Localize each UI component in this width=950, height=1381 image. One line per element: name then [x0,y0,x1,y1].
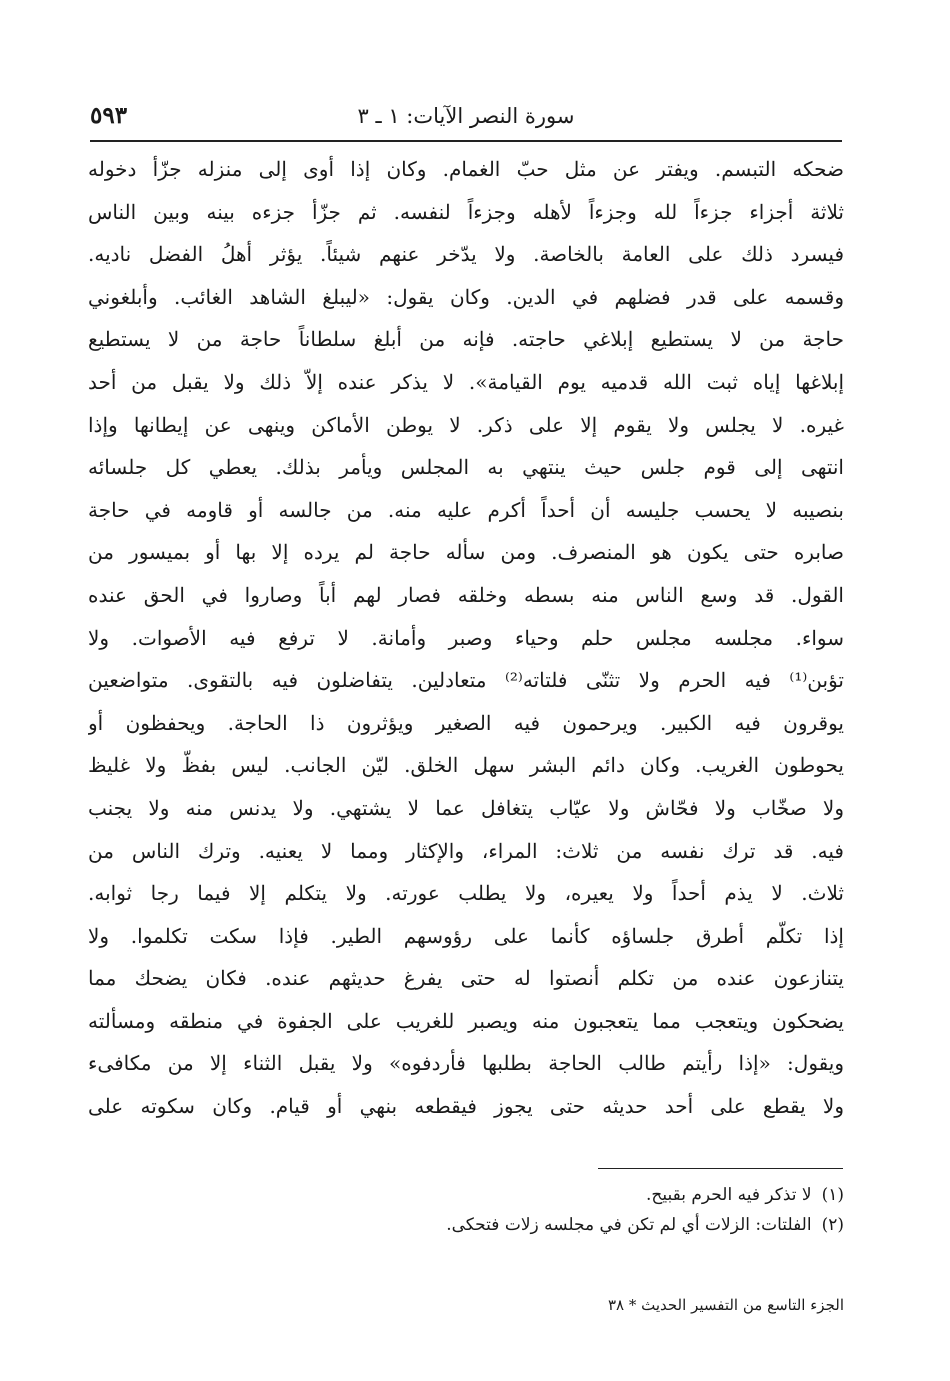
text-line: ولا يقطع على أحد حديثه حتى يجوز فيقطعه بنهي أو قيام. وكان سكوته على [88,1094,844,1119]
text-line: تؤبن⁽¹⁾ فيه الحرم ولا تثنّى فلتاته⁽²⁾ متعادلين. يتفاضلون فيه بالتقوى. متواضعين [88,668,844,693]
text-line: حاجة من لا يستطيع إبلاغي حاجته. فإنه من أبلغ سلطاناً حاجة من لا يستطيع [88,327,844,352]
text-line: إبلاغها إياه ثبت الله قدميه يوم القيامة». لا يذكر عنده إلاّ ذلك ولا يقبل من أحد [88,369,844,394]
volume-signature: الجزء التاسع من التفسير الحديث * ٣٨ [607,1296,844,1314]
footnote-text: الفلتات: الزلات أي لم تكن في مجلسه زلات فتحكى. [446,1215,812,1235]
text-line: ثلاثة أجزاء جزءاً لله وجزءاً لأهله وجزءاً لنفسه. ثم جزّأ جزءه بينه وبين الناس [88,199,844,224]
text-line: سواء. مجلسه مجلس حلم وحياء وصبر وأمانة. لا ترفع فيه الأصوات. ولا [88,625,844,650]
footnote-item [144,1180,844,1210]
text-line: يحوطون الغريب. وكان دائم البشر سهل الخلق. ليّن الجانب. ليس بفظّ ولا غليظ [88,753,844,778]
page-number: ٥٩٣ [90,102,128,129]
footnote-item [144,1210,844,1240]
footnote-number: (٢) [821,1215,844,1235]
text-line: فيسرد ذلك على العامة بالخاصة. ولا يدّخر عنهم شيئاً. يؤثر أهلُ الفضل ناديه. [88,242,844,267]
main-text [88,148,844,1128]
text-line: صابره حتى يكون هو المنصرف. ومن سأله حاجة لم يرده إلا بها أو بميسور من [88,540,844,565]
text-line: انتهى إلى قوم جلس حيث ينتهي به المجلس ويأمر بذلك. يعطي كل جلسائه [88,455,844,480]
footnote-divider [598,1168,843,1169]
text-line: يضحكون ويتعجب مما يتعجبون منه ويصبر للغريب على الجفوة في منطقه ومسألته [88,1008,844,1033]
chapter-title: سورة النصر الآيات: ١ ـ ٣ [357,104,575,128]
text-line: وقسمه على قدر فضلهم في الدين. وكان يقول: «ليبلغ الشاهد الغائب. وأبلغوني [88,284,844,309]
footnotes [144,1180,844,1240]
text-line: القول. قد وسع الناس منه بسطه وخلقه فصار لهم أباً وصاروا في الحق عنده [88,582,844,607]
running-header [90,98,842,138]
text-line: ضحكه التبسم. ويفتر عن مثل حبّ الغمام. وكان إذا أوى إلى منزله جزّأ دخوله [88,157,844,181]
text-line: ويقول: «إذا رأيتم طالب الحاجة بطلبها فأردفوه» ولا يقبل الثناء إلا من مكافىء [88,1051,844,1076]
text-line: فيه. قد ترك نفسه من ثلاث: المراء، والإكثار ومما لا يعنيه. وترك الناس من [88,838,844,863]
text-line: ولا صخّاب ولا فحّاش ولا عيّاب يتغافل عما لا يشتهي. ولا يدنس منه ولا يجنب [88,795,844,820]
footnote-number: (١) [821,1185,844,1205]
text-line: بنصيبه لا يحسب جليسه أن أحداً أكرم عليه منه. من جالسه أو قاومه في حاجة [88,497,844,522]
footnote-text: لا تذكر فيه الحرم بقبيح. [646,1185,812,1205]
text-line: إذا تكلّم أطرق جلساؤه كأنما على رؤوسهم الطير. فإذا سكت تكلموا. ولا [88,923,844,948]
text-line: يتنازعون عنده من تكلم أنصتوا له حتى يفرغ حديثهم عنده. فكان يضحك مما [88,966,844,991]
text-line: ثلاث. لا يذم أحداً ولا يعيره، ولا يطلب عورته. ولا يتكلم إلا فيما رجا ثوابه. [88,881,844,906]
text-line: غيره. لا يجلس ولا يقوم إلا على ذكر. لا يوطن الأماكن وينهى عن إيطانها وإذا [88,412,844,437]
header-divider [90,140,842,142]
text-line: يوقرون فيه الكبير. ويرحمون فيه الصغير ويؤثرون ذا الحاجة. ويحفظون أو [88,710,844,735]
